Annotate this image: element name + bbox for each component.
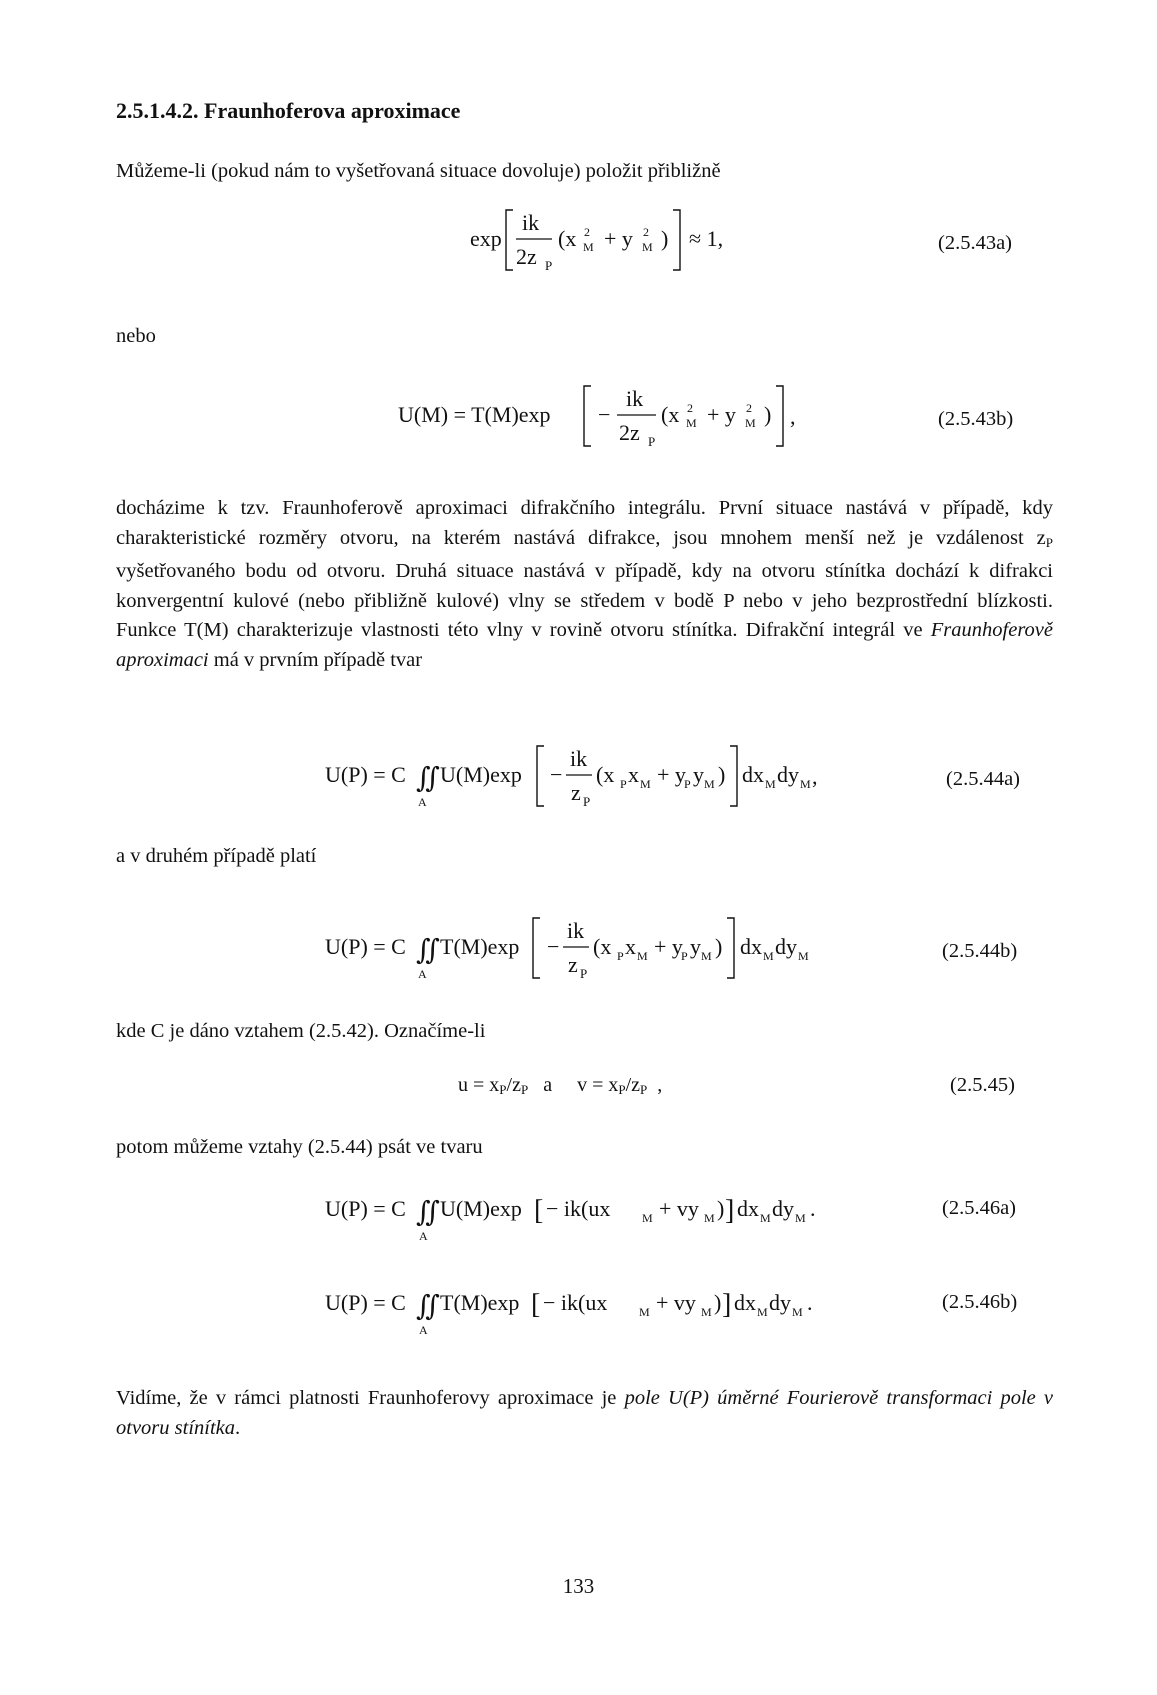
- eq44b-denominator: z: [568, 952, 578, 977]
- eq44a-lhs: U(P) = C: [325, 762, 406, 787]
- eq43b-number: (2.5.43b): [938, 408, 1014, 430]
- eq46a-plus-vy: + vy: [659, 1196, 699, 1221]
- eq46a-func: U(M)exp: [440, 1196, 522, 1221]
- equation-2-5-46a: [0, 1182, 1157, 1272]
- eq43a-exp: exp: [470, 226, 502, 251]
- eq44a-den-sub: P: [583, 794, 591, 809]
- paragraph-fraunhofer-intro: docházime k tzv. Fraunhoferově aproximaci difrakčního integrálu. První situace nastává v případě, kdy charakteristické rozměry otvoru, na kterém nastává difrakce, jsou mnohem menší než je vzdálenost $z_P$ vyšetřovaného bodu od otvoru. Druhá situace nastává v případě, kdy na otvoru stínítka dochází k difrakci konvergentní kulové (nebo přibližně kulové) vlny se středem v bodě P nebo v jeho bezprostřední blízkosti. Funkce T(M) charakterizuje vlastnosti této vlny v rovině otvoru stínítka. Difrakční integrál ve Fraunhoferově aproximaci má v prvním případě tvar: [116, 497, 1053, 671]
- eq43a-right-bracket: [673, 210, 680, 270]
- eq43b-lhs: U(M) = T(M)exp: [398, 402, 551, 427]
- eq46a-domain: A: [419, 1229, 428, 1243]
- eq44a-body-x: x: [628, 762, 639, 787]
- eq44b-sub-m2: M: [701, 949, 712, 963]
- eq44a-func: U(M)exp: [440, 762, 522, 787]
- eq43a-denominator: 2z: [516, 244, 537, 269]
- eq46b-func: T(M)exp: [440, 1290, 520, 1315]
- eq43a-y-sq: 2: [643, 225, 649, 239]
- eq43b-right-bracket: [776, 386, 783, 446]
- eq43b-x: (x: [661, 402, 680, 427]
- eq46a-close: ]: [725, 1195, 735, 1226]
- eq43b-close: ): [764, 402, 772, 427]
- eq46a-open: [: [534, 1195, 544, 1226]
- eq44a-sub-p1: P: [620, 777, 627, 791]
- eq44b-domain: A: [418, 967, 427, 981]
- eq44b-numerator: ik: [567, 918, 585, 943]
- eq46a-dy-sub: M: [795, 1211, 806, 1225]
- eq44b-integral: ∬: [416, 935, 440, 966]
- eq43a-left-bracket: [506, 210, 513, 270]
- equation-2-5-43b-formula: [0, 376, 1157, 486]
- eq44a-dy-sub: M: [800, 777, 811, 791]
- eq43a-plus-y: + y: [604, 226, 633, 251]
- eq44a-right-bracket: [730, 746, 737, 806]
- eq46b-tail: .: [807, 1290, 813, 1315]
- eq43b-y-sub: M: [745, 416, 756, 430]
- eq44a-dx-sub: M: [765, 777, 776, 791]
- italic-fraunhofer-approx: Fraunhoferově aproximaci: [116, 619, 1053, 671]
- eq44a-body1: (x: [596, 762, 615, 787]
- eq44b-body1: (x: [593, 934, 612, 959]
- eq43b-y-sq: 2: [746, 401, 752, 415]
- equation-2-5-43a-formula: [0, 200, 1157, 310]
- eq44b-dy: dy: [775, 934, 797, 959]
- eq46b-open: [: [531, 1289, 541, 1320]
- section-heading: 2.5.1.4.2. Fraunhoferova aproximace: [116, 98, 461, 123]
- eq44b-plus-y: + y: [654, 934, 683, 959]
- eq44b-number: (2.5.44b): [942, 940, 1018, 962]
- eq46b-number: (2.5.46b): [942, 1291, 1018, 1313]
- eq43a-x-sq: 2: [584, 225, 590, 239]
- eq46a-number: (2.5.46a): [942, 1197, 1017, 1219]
- eq44b-dx-sub: M: [763, 949, 774, 963]
- eq44b-body-x: x: [625, 934, 636, 959]
- eq43b-plus-y: + y: [707, 402, 736, 427]
- eq43b-x-sub: M: [686, 416, 697, 430]
- eq43a-y-sub: M: [642, 240, 653, 254]
- eq46a-dy: dy: [772, 1196, 794, 1221]
- eq44a-left-bracket: [537, 746, 544, 806]
- eq46a-dx-sub: M: [760, 1211, 771, 1225]
- eq44a-number: (2.5.44a): [946, 768, 1021, 790]
- eq44b-den-sub: P: [580, 966, 588, 981]
- eq45-formula: $u = x_P/z_P$ a $v = x_P/z_P$ ,: [458, 1074, 663, 1097]
- eq46a-tail: .: [810, 1196, 816, 1221]
- eq46b-dy-sub: M: [792, 1305, 803, 1319]
- eq44a-dx: dx: [742, 762, 764, 787]
- inline-zp: $z_P$: [1036, 526, 1053, 550]
- eq46b-domain: A: [419, 1323, 428, 1337]
- eq43a-approx: ≈ 1,: [689, 226, 724, 251]
- eq46a-close-par: ): [717, 1196, 725, 1221]
- eq43b-x-sq: 2: [687, 401, 693, 415]
- eq43a-x-sub: M: [583, 240, 594, 254]
- eq46a-integral: ∬: [416, 1197, 440, 1228]
- eq44b-right-bracket: [727, 918, 734, 978]
- equation-2-5-45: [0, 1074, 1157, 1114]
- eq43a-number: (2.5.43a): [938, 232, 1013, 254]
- eq44b-close: ): [715, 934, 723, 959]
- eq44b-func: T(M)exp: [440, 934, 520, 959]
- potom-text: potom můžeme vztahy (2.5.44) psát ve tvaru: [116, 1136, 483, 1158]
- equation-2-5-46b-formula: [0, 1276, 1157, 1366]
- equation-2-5-46b: [0, 1276, 1157, 1366]
- eq46b-integral: ∬: [416, 1291, 440, 1322]
- eq43b-tail: ,: [790, 404, 796, 429]
- eq43a-close: ): [661, 226, 669, 251]
- eq46a-sub-m1: M: [642, 1211, 653, 1225]
- eq46b-lhs: U(P) = C: [325, 1290, 406, 1315]
- eq43b-left-bracket: [584, 386, 591, 446]
- eq43a-den-sub: P: [545, 258, 553, 273]
- eq44a-sub-m2: M: [704, 777, 715, 791]
- eq44a-integral: ∬: [416, 763, 440, 794]
- eq44b-body-y: y: [690, 934, 701, 959]
- eq44b-sub-m1: M: [637, 949, 648, 963]
- eq43b-minus: −: [598, 402, 611, 427]
- eq44b-lhs: U(P) = C: [325, 934, 406, 959]
- eq43b-den-sub: P: [648, 434, 656, 449]
- equation-2-5-43b: [0, 376, 1157, 486]
- eq44a-denominator: z: [571, 780, 581, 805]
- eq44b-sub-p1: P: [617, 949, 624, 963]
- kde-c-text: kde C je dáno vztahem (2.5.42). Označíme-li: [116, 1020, 486, 1042]
- eq46a-lhs: U(P) = C: [325, 1196, 406, 1221]
- eq44a-close: ): [718, 762, 726, 787]
- equation-2-5-44a: [0, 736, 1157, 846]
- eq44a-minus: −: [550, 762, 563, 787]
- eq46a-dx: dx: [737, 1196, 759, 1221]
- eq45-number: (2.5.45): [950, 1074, 1015, 1096]
- eq43a-numerator: ik: [522, 210, 540, 235]
- eq44b-left-bracket: [533, 918, 540, 978]
- page-number: 133: [562, 1574, 595, 1598]
- eq46a-sub-m2: M: [704, 1211, 715, 1225]
- eq46b-plus-vy: + vy: [656, 1290, 696, 1315]
- eq44a-sub-m1: M: [640, 777, 651, 791]
- equation-2-5-43a: [0, 200, 1157, 310]
- eq44b-sub-p2: P: [681, 949, 688, 963]
- eq43b-denominator: 2z: [619, 420, 640, 445]
- eq44b-dx: dx: [740, 934, 762, 959]
- eq44a-dy: dy: [777, 762, 799, 787]
- eq44a-plus-y: + y: [657, 762, 686, 787]
- eq46a-body: − ik(ux: [546, 1196, 611, 1221]
- intro-text: Můžeme-li (pokud nám to vyšetřovaná situace dovoluje) položit přibližně: [116, 160, 721, 182]
- eq44b-minus: −: [547, 934, 560, 959]
- second-case-text: a v druhém případě platí: [116, 845, 317, 867]
- eq46b-dy: dy: [769, 1290, 791, 1315]
- eq46b-dx: dx: [734, 1290, 756, 1315]
- equation-2-5-44a-formula: [0, 736, 1157, 846]
- eq44a-tail: ,: [812, 764, 818, 789]
- eq44a-sub-p2: P: [684, 777, 691, 791]
- paragraph-conclusion: Vidíme, že v rámci platnosti Fraunhoferovy aproximace je pole U(P) úměrné Fourierově transformaci pole v otvoru stínítka.: [116, 1387, 1054, 1439]
- eq44a-body-y: y: [693, 762, 704, 787]
- equation-2-5-44b: [0, 908, 1157, 1018]
- eq46b-body: − ik(ux: [543, 1290, 608, 1315]
- equation-2-5-46a-formula: [0, 1182, 1157, 1272]
- eq46b-sub-m1: M: [639, 1305, 650, 1319]
- eq44a-domain: A: [418, 795, 427, 809]
- eq46b-dx-sub: M: [757, 1305, 768, 1319]
- nebo-text: nebo: [116, 325, 156, 347]
- eq46b-sub-m2: M: [701, 1305, 712, 1319]
- eq46b-close: ]: [722, 1289, 732, 1320]
- eq43a-x: (x: [558, 226, 577, 251]
- eq46b-close-par: ): [714, 1290, 722, 1315]
- eq43b-numerator: ik: [626, 386, 644, 411]
- eq44b-dy-sub: M: [798, 949, 809, 963]
- equation-2-5-44b-formula: [0, 908, 1157, 1018]
- eq44a-numerator: ik: [570, 746, 588, 771]
- italic-conclusion: pole U(P) úměrné Fourierově transformaci pole v otvoru stínítka: [116, 1387, 1054, 1439]
